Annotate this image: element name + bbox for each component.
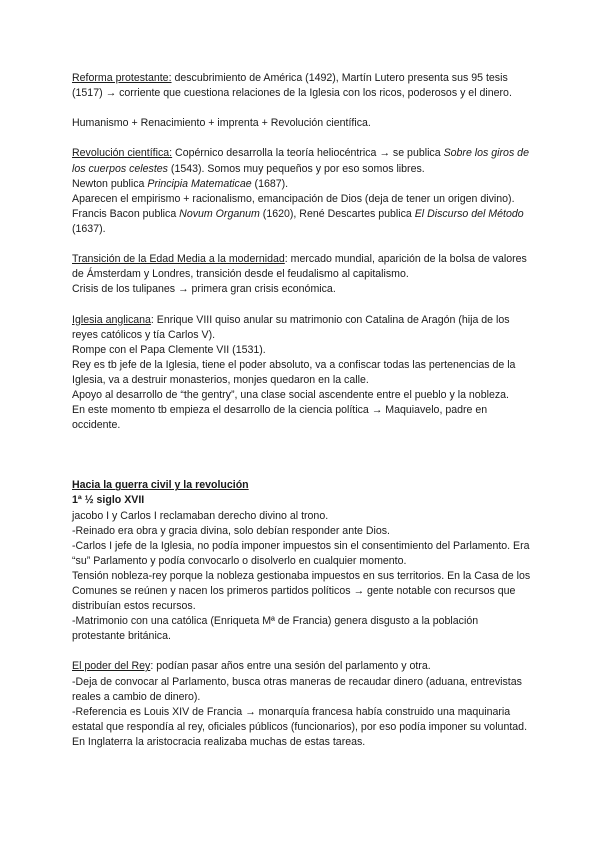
anglicana-text-1: : Enrique VIII quiso anular su matrimonio con Catalina de Aragón (hija de los reyes católicos y tía Carlos V). bbox=[72, 313, 510, 341]
heading-poder-del-rey: El poder del Rey bbox=[72, 660, 151, 673]
poder-text-4: En Inglaterra la aristocracia realizaba muchas de estas tareas. bbox=[72, 735, 366, 748]
section-title-guerra-civil: Hacia la guerra civil y la revolución bbox=[72, 479, 249, 492]
poder-text-3: -Referencia es Louis XIV de Francia → monarquía francesa había construido una maquinaria estatal que respondía al rey, oficiales públicos (funcionarios), por eso podía imponer su voluntad. bbox=[72, 705, 528, 733]
revolucion-text-1: Copérnico desarrolla la teoría heliocéntrica → se publica bbox=[172, 147, 444, 160]
paragraph-iglesia-anglicana bbox=[72, 313, 532, 434]
book-title-discurso-del-metodo: El Discurso del Método bbox=[414, 207, 524, 220]
poder-text-1: : podían pasar años entre una sesión del parlamento y otra. bbox=[150, 660, 431, 673]
document-page bbox=[72, 71, 532, 750]
revolucion-text-5: Aparecen el empirismo + racionalismo, emancipación de Dios (deja de tener un origen divino). Francis Bacon publica bbox=[72, 192, 515, 220]
section-spacer bbox=[72, 448, 532, 478]
book-title-novum-organum: Novum Organum bbox=[179, 207, 260, 220]
paragraph-humanismo bbox=[72, 116, 532, 131]
anglicana-text-3: Rey es tb jefe de la Iglesia, tiene el poder absoluto, va a confiscar todas las pertenencias de la Iglesia, va a destruir monasterios, monjes quedaron en la calle. bbox=[72, 358, 516, 386]
revolucion-text-4: (1687). bbox=[251, 177, 289, 190]
guerra-text-4: Tensión nobleza-rey porque la nobleza gestionaba impuestos en sus territorios. En la Casa de los Comunes se reúnen y nacen los primeros partidos políticos → gente notable con recursos que distribuían estos recursos. bbox=[72, 569, 531, 613]
paragraph-reforma-protestante bbox=[72, 71, 532, 101]
heading-iglesia-anglicana: Iglesia anglicana bbox=[72, 313, 151, 326]
revolucion-text-3: Newton publica bbox=[72, 177, 148, 190]
revolucion-text-2: (1543). Somos muy pequeños y por eso somos libres. bbox=[167, 162, 425, 175]
guerra-text-3: -Carlos I jefe de la Iglesia, no podía imponer impuestos sin el consentimiento del Parlamento. Era “su” Parlamento y podía convocarlo o disolverlo en cualquier momento. bbox=[72, 539, 530, 567]
poder-text-2: -Deja de convocar al Parlamento, busca otras maneras de recaudar dinero (aduana, entrevistas reales a cambio de dinero). bbox=[72, 675, 522, 703]
guerra-text-1: jacobo I y Carlos I reclamaban derecho divino al trono. bbox=[72, 509, 329, 522]
paragraph-poder-del-rey bbox=[72, 659, 532, 750]
guerra-text-2: -Reinado era obra y gracia divina, solo debían responder ante Dios. bbox=[72, 524, 391, 537]
section-subtitle-siglo-xvii: 1ª ½ siglo XVII bbox=[72, 494, 145, 507]
reforma-text: descubrimiento de América (1492), Martín Lutero presenta sus 95 tesis (1517) → corriente que cuestiona relaciones de la Iglesia con los ricos, poderosos y el dinero. bbox=[72, 72, 512, 100]
guerra-text-5: -Matrimonio con una católica (Enriqueta Mª de Francia) genera disgusto a la población protestante británica. bbox=[72, 615, 479, 643]
anglicana-text-4: Apoyo al desarrollo de “the gentry”, una clase social ascendente entre el pueblo y la nobleza. bbox=[72, 388, 509, 401]
paragraph-guerra-civil bbox=[72, 478, 532, 644]
revolucion-text-7: (1637). bbox=[72, 222, 106, 235]
anglicana-text-2: Rompe con el Papa Clemente VII (1531). bbox=[72, 343, 266, 356]
heading-revolucion-cientifica: Revolución científica: bbox=[72, 147, 173, 160]
anglicana-text-5: En este momento tb empieza el desarrollo de la ciencia política → Maquiavelo, padre en occidente. bbox=[72, 404, 488, 432]
transicion-text-2: Crisis de los tulipanes → primera gran crisis económica. bbox=[72, 283, 336, 296]
humanismo-text: Humanismo + Renacimiento + imprenta + Revolución científica. bbox=[72, 117, 371, 130]
heading-transicion: Transición de la Edad Media a la modernidad bbox=[72, 253, 285, 266]
transicion-text-1: : mercado mundial, aparición de la bolsa de valores de Ámsterdam y Londres, transición desde el feudalismo al capitalismo. bbox=[72, 253, 527, 281]
paragraph-revolucion-cientifica bbox=[72, 146, 532, 237]
paragraph-transicion bbox=[72, 252, 532, 297]
book-title-principia: Principia Matematicae bbox=[147, 177, 252, 190]
revolucion-text-6: (1620), René Descartes publica bbox=[259, 207, 415, 220]
heading-reforma-protestante: Reforma protestante: bbox=[72, 72, 172, 84]
book-title-sobre-los-giros: Sobre los giros de los cuerpos celestes bbox=[72, 147, 529, 175]
